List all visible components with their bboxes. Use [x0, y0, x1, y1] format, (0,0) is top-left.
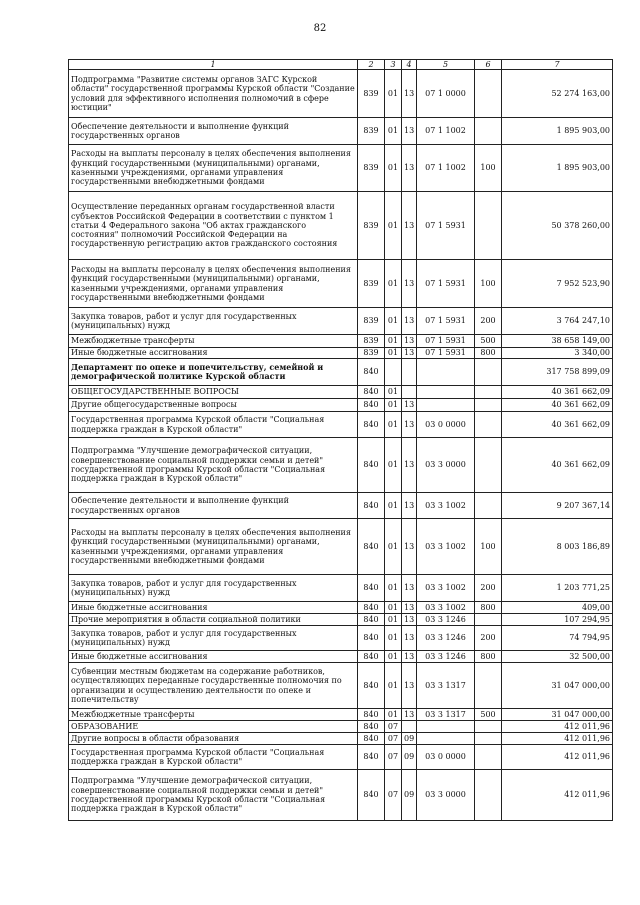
table-row	[69, 733, 613, 745]
row-name: Межбюджетные трансферты	[69, 335, 358, 348]
row-code-expense: 200	[475, 626, 502, 651]
row-name: Расходы на выплаты персоналу в целях обеспечения выполнения функций государственными (муниципальными) органами, казенными учреждениями, органами управления государственными внебюджетными фондами	[69, 519, 358, 575]
row-name: Расходы на выплаты персоналу в целях обеспечения выполнения функций государственными (муниципальными) органами, казенными учреждениями, органами управления государственными внебюджетными фондами	[69, 145, 358, 192]
header-col-2: 2	[358, 60, 385, 70]
row-code-subsection: 09	[402, 770, 417, 821]
row-code-subsection: 13	[402, 335, 417, 348]
row-name: Иные бюджетные ассигнования	[69, 602, 358, 614]
row-name: Расходы на выплаты персоналу в целях обеспечения выполнения функций государственными (муниципальными) органами, казенными учреждениями, органами управления государственными внебюджетными фондами	[69, 260, 358, 308]
row-code-admin: 840	[358, 733, 385, 745]
row-amount: 412 011,96	[502, 745, 613, 770]
row-code-subsection: 13	[402, 493, 417, 519]
table-row	[69, 386, 613, 399]
row-code-expense	[475, 359, 502, 386]
row-code-target: 07 1 1002	[417, 145, 475, 192]
row-code-subsection: 13	[402, 663, 417, 709]
row-code-admin: 839	[358, 260, 385, 308]
row-code-section: 01	[385, 651, 402, 663]
row-code-section: 01	[385, 118, 402, 145]
row-code-subsection: 09	[402, 733, 417, 745]
row-code-target: 03 3 1002	[417, 493, 475, 519]
row-amount: 40 361 662,09	[502, 386, 613, 399]
row-code-target: 03 3 1246	[417, 614, 475, 626]
row-amount: 7 952 523,90	[502, 260, 613, 308]
row-amount: 50 378 260,00	[502, 192, 613, 260]
row-name: Межбюджетные трансферты	[69, 709, 358, 721]
row-code-section: 01	[385, 70, 402, 118]
table-row	[69, 770, 613, 821]
row-code-section	[385, 359, 402, 386]
row-code-target: 03 0 0000	[417, 745, 475, 770]
row-code-target	[417, 399, 475, 412]
row-code-section: 01	[385, 626, 402, 651]
row-code-admin: 840	[358, 493, 385, 519]
table-row	[69, 335, 613, 348]
header-col-7: 7	[502, 60, 613, 70]
row-code-expense: 200	[475, 575, 502, 602]
row-amount: 32 500,00	[502, 651, 613, 663]
table-row	[69, 663, 613, 709]
row-code-admin: 840	[358, 519, 385, 575]
row-code-expense: 200	[475, 308, 502, 335]
row-name: Закупка товаров, работ и услуг для государственных (муниципальных) нужд	[69, 308, 358, 335]
row-code-subsection: 13	[402, 308, 417, 335]
row-amount: 40 361 662,09	[502, 412, 613, 438]
row-code-admin: 839	[358, 308, 385, 335]
row-code-target: 03 3 0000	[417, 438, 475, 493]
table-header-row	[69, 60, 613, 70]
table-body	[69, 70, 613, 821]
row-code-subsection: 13	[402, 602, 417, 614]
header-col-4: 4	[402, 60, 417, 70]
row-code-section: 07	[385, 745, 402, 770]
row-amount: 1 895 903,00	[502, 118, 613, 145]
page-number: 82	[313, 23, 327, 34]
row-code-target: 03 3 1002	[417, 575, 475, 602]
row-code-admin: 839	[358, 70, 385, 118]
table-row	[69, 70, 613, 118]
row-code-section: 01	[385, 663, 402, 709]
row-amount: 9 207 367,14	[502, 493, 613, 519]
row-name: Закупка товаров, работ и услуг для государственных (муниципальных) нужд	[69, 575, 358, 602]
row-code-expense	[475, 399, 502, 412]
row-code-subsection: 09	[402, 745, 417, 770]
row-amount: 52 274 163,00	[502, 70, 613, 118]
row-amount: 412 011,96	[502, 770, 613, 821]
row-code-target: 07 1 5931	[417, 308, 475, 335]
row-name: Подпрограмма "Улучшение демографической ситуации, совершенствование социальной поддержки семьи и детей" государственной программы Курской области "Социальная поддержка граждан в Курской области"	[69, 770, 358, 821]
row-code-section: 01	[385, 145, 402, 192]
row-code-admin: 840	[358, 651, 385, 663]
row-code-target: 03 3 1317	[417, 709, 475, 721]
row-code-target: 03 3 0000	[417, 770, 475, 821]
row-code-expense	[475, 493, 502, 519]
row-code-admin: 839	[358, 118, 385, 145]
row-code-target: 07 1 5931	[417, 348, 475, 359]
row-code-subsection: 13	[402, 192, 417, 260]
row-code-subsection: 13	[402, 412, 417, 438]
table-row	[69, 626, 613, 651]
row-code-target: 07 1 1002	[417, 118, 475, 145]
table-row	[69, 745, 613, 770]
row-code-expense: 500	[475, 709, 502, 721]
row-amount: 412 011,96	[502, 733, 613, 745]
row-code-section: 01	[385, 386, 402, 399]
row-amount: 409,00	[502, 602, 613, 614]
row-code-subsection: 13	[402, 614, 417, 626]
row-amount: 74 794,95	[502, 626, 613, 651]
row-code-subsection: 13	[402, 348, 417, 359]
row-code-target: 07 1 5931	[417, 192, 475, 260]
row-name: Осуществление переданных органам государственной власти субъектов Российской Федерации в соответствии с пунктом 1 статьи 4 Федерального закона "Об актах гражданского состояния" полномочий Российской Федерации на государственную регистрацию актов гражданского состояния	[69, 192, 358, 260]
row-name: Другие общегосударственные вопросы	[69, 399, 358, 412]
row-code-section: 01	[385, 348, 402, 359]
row-name: Закупка товаров, работ и услуг для государственных (муниципальных) нужд	[69, 626, 358, 651]
row-code-expense: 100	[475, 519, 502, 575]
row-code-admin: 840	[358, 709, 385, 721]
row-code-target	[417, 733, 475, 745]
row-code-target: 07 1 5931	[417, 335, 475, 348]
row-code-section: 07	[385, 770, 402, 821]
table-row	[69, 438, 613, 493]
row-amount: 38 658 149,00	[502, 335, 613, 348]
table-row	[69, 118, 613, 145]
row-amount: 107 294,95	[502, 614, 613, 626]
row-code-expense	[475, 118, 502, 145]
table-row	[69, 412, 613, 438]
row-code-expense	[475, 614, 502, 626]
row-code-admin: 840	[358, 721, 385, 733]
row-amount: 31 047 000,00	[502, 709, 613, 721]
header-col-3: 3	[385, 60, 402, 70]
row-code-expense	[475, 192, 502, 260]
table-row	[69, 348, 613, 359]
table-row	[69, 493, 613, 519]
table-row	[69, 651, 613, 663]
row-code-admin: 839	[358, 192, 385, 260]
table-row	[69, 359, 613, 386]
row-code-admin: 840	[358, 626, 385, 651]
row-code-target: 07 1 0000	[417, 70, 475, 118]
row-code-expense: 100	[475, 145, 502, 192]
table-row	[69, 721, 613, 733]
row-code-admin: 840	[358, 602, 385, 614]
row-code-expense	[475, 733, 502, 745]
row-code-section: 01	[385, 519, 402, 575]
row-name: Обеспечение деятельности и выполнение функций государственных органов	[69, 118, 358, 145]
row-amount: 3 340,00	[502, 348, 613, 359]
row-code-expense	[475, 745, 502, 770]
row-code-subsection: 13	[402, 145, 417, 192]
budget-table	[68, 59, 613, 821]
row-code-expense: 500	[475, 335, 502, 348]
row-code-section: 01	[385, 260, 402, 308]
row-code-section: 01	[385, 192, 402, 260]
row-code-target: 07 1 5931	[417, 260, 475, 308]
row-name: Субвенции местным бюджетам на содержание работников, осуществляющих переданные государственные полномочия по организации и осуществлению деятельности по опеке и попечительству	[69, 663, 358, 709]
row-code-section: 07	[385, 733, 402, 745]
row-amount: 1 895 903,00	[502, 145, 613, 192]
row-code-target: 03 3 1002	[417, 519, 475, 575]
row-code-target	[417, 386, 475, 399]
row-name: Обеспечение деятельности и выполнение функций государственных органов	[69, 493, 358, 519]
row-code-subsection: 13	[402, 70, 417, 118]
row-code-section: 01	[385, 493, 402, 519]
row-code-section: 01	[385, 308, 402, 335]
row-code-expense	[475, 412, 502, 438]
row-code-subsection: 13	[402, 626, 417, 651]
table-row	[69, 709, 613, 721]
row-code-subsection: 13	[402, 519, 417, 575]
row-amount: 1 203 771,25	[502, 575, 613, 602]
row-amount: 317 758 899,09	[502, 359, 613, 386]
row-name: Подпрограмма "Развитие системы органов ЗАГС Курской области" государственной программы Курской области "Создание условий для эффективного исполнения полномочий в сфере юстиции"	[69, 70, 358, 118]
row-code-section: 01	[385, 602, 402, 614]
row-code-section: 01	[385, 335, 402, 348]
row-code-section: 01	[385, 399, 402, 412]
table-row	[69, 192, 613, 260]
table-row	[69, 145, 613, 192]
row-amount: 31 047 000,00	[502, 663, 613, 709]
row-code-expense: 800	[475, 651, 502, 663]
row-code-admin: 840	[358, 614, 385, 626]
row-code-subsection	[402, 721, 417, 733]
row-code-section: 07	[385, 721, 402, 733]
row-name: ОБРАЗОВАНИЕ	[69, 721, 358, 733]
row-code-section: 01	[385, 614, 402, 626]
row-code-expense: 800	[475, 348, 502, 359]
row-name: Иные бюджетные ассигнования	[69, 348, 358, 359]
row-name: Государственная программа Курской области "Социальная поддержка граждан в Курской области"	[69, 412, 358, 438]
row-code-subsection: 13	[402, 118, 417, 145]
row-name: Иные бюджетные ассигнования	[69, 651, 358, 663]
row-amount: 40 361 662,09	[502, 438, 613, 493]
row-amount: 40 361 662,09	[502, 399, 613, 412]
header-col-6: 6	[475, 60, 502, 70]
row-code-subsection	[402, 386, 417, 399]
header-col-1: 1	[69, 60, 358, 70]
row-name: Подпрограмма "Улучшение демографической ситуации, совершенствование социальной поддержки семьи и детей" государственной программы Курской области "Социальная поддержка граждан в Курской области"	[69, 438, 358, 493]
row-code-admin: 840	[358, 745, 385, 770]
row-code-admin: 839	[358, 335, 385, 348]
row-code-subsection: 13	[402, 438, 417, 493]
row-code-admin: 840	[358, 359, 385, 386]
row-code-target: 03 3 1002	[417, 602, 475, 614]
row-code-section: 01	[385, 709, 402, 721]
table-row	[69, 575, 613, 602]
row-code-section: 01	[385, 412, 402, 438]
table-row	[69, 614, 613, 626]
row-code-target: 03 0 0000	[417, 412, 475, 438]
row-code-admin: 840	[358, 386, 385, 399]
row-code-target: 03 3 1246	[417, 651, 475, 663]
row-code-subsection: 13	[402, 575, 417, 602]
row-code-target: 03 3 1246	[417, 626, 475, 651]
row-amount: 8 003 186,89	[502, 519, 613, 575]
row-code-target: 03 3 1317	[417, 663, 475, 709]
row-code-admin: 840	[358, 438, 385, 493]
row-code-subsection: 13	[402, 399, 417, 412]
row-code-subsection: 13	[402, 651, 417, 663]
table-row	[69, 519, 613, 575]
row-name: ОБЩЕГОСУДАРСТВЕННЫЕ ВОПРОСЫ	[69, 386, 358, 399]
row-name: Государственная программа Курской области "Социальная поддержка граждан в Курской области"	[69, 745, 358, 770]
row-code-expense: 100	[475, 260, 502, 308]
row-name: Другие вопросы в области образования	[69, 733, 358, 745]
row-code-target	[417, 359, 475, 386]
row-code-section: 01	[385, 575, 402, 602]
row-code-expense	[475, 70, 502, 118]
header-col-5: 5	[417, 60, 475, 70]
table-row	[69, 399, 613, 412]
row-code-expense	[475, 663, 502, 709]
row-code-expense: 800	[475, 602, 502, 614]
row-amount: 3 764 247,10	[502, 308, 613, 335]
row-code-expense	[475, 721, 502, 733]
row-code-section: 01	[385, 438, 402, 493]
row-code-admin: 840	[358, 412, 385, 438]
row-code-admin: 840	[358, 770, 385, 821]
row-amount: 412 011,96	[502, 721, 613, 733]
row-code-target	[417, 721, 475, 733]
row-code-admin: 840	[358, 575, 385, 602]
table-row	[69, 260, 613, 308]
row-code-expense	[475, 386, 502, 399]
row-code-admin: 839	[358, 348, 385, 359]
row-name: Прочие мероприятия в области социальной политики	[69, 614, 358, 626]
row-code-admin: 839	[358, 145, 385, 192]
row-code-subsection	[402, 359, 417, 386]
table-row	[69, 308, 613, 335]
row-code-subsection: 13	[402, 260, 417, 308]
row-code-admin: 840	[358, 663, 385, 709]
row-code-subsection: 13	[402, 709, 417, 721]
row-code-admin: 840	[358, 399, 385, 412]
row-code-expense	[475, 770, 502, 821]
table-row	[69, 602, 613, 614]
row-name: Департамент по опеке и попечительству, семейной и демографической политике Курской области	[69, 359, 358, 386]
row-code-expense	[475, 438, 502, 493]
